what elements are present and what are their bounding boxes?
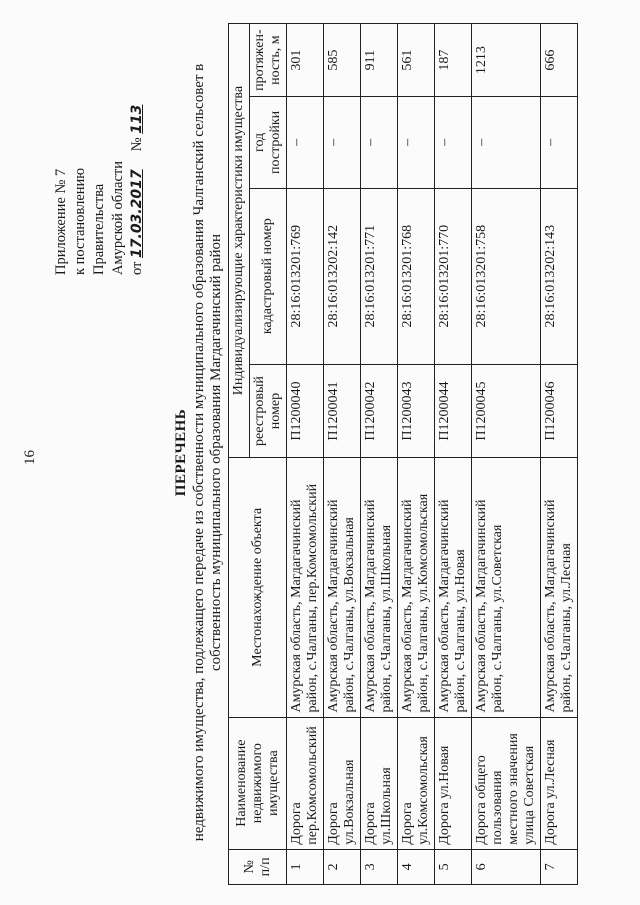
cell-cadastral: 28:16:013201:758 [472,188,541,364]
cell-length: 1213 [472,24,541,97]
header-registry: реестровый номер [250,364,287,457]
cell-length: 187 [435,24,472,97]
appendix-line-3: Амурской области [110,161,126,275]
header-length: протяжен-ность, м [250,24,287,97]
cell-name: Дорога пер.Комсомольский [287,717,324,849]
document-subtitle-line-2: собственность муниципального образования Магдагачинский район [208,233,224,672]
table-row [435,24,472,885]
number-prefix: № [129,137,145,152]
cell-name: Дорога ул.Новая [435,717,472,849]
cell-location: Амурская область, Магдагачинский район, с.Чалганы, ул.Вокзальная [324,458,361,717]
cell-location: Амурская область, Магдагачинский район, с.Чалганы, ул.Новая [435,458,472,717]
cell-year: – [541,97,578,188]
cell-length: 301 [287,24,324,97]
cell-registry: П1200040 [287,364,324,457]
cell-registry: П1200046 [541,364,578,457]
cell-num: 5 [435,849,472,884]
cell-name: Дорога ул.Лесная [541,717,578,849]
cell-location: Амурская область, Магдагачинский район, с.Чалганы, ул.Комсомольская [398,458,435,717]
table-header-row [229,24,250,885]
cell-name: Дорога ул.Школьная [361,717,398,849]
document-subtitle-line-1: недвижимого имущества, подлежащего передаче из собственности муниципального образования Чалганский сельсовет в [191,63,207,842]
appendix-line-1: Приложение № 7 [53,168,69,275]
cell-cadastral: 28:16:013202:142 [324,188,361,364]
appendix-block [52,75,147,275]
cell-year: – [287,97,324,188]
header-location: Местонахождение объекта [229,458,287,717]
cell-num: 7 [541,849,578,884]
property-table [228,23,578,885]
handwritten-number: 113 [129,104,145,134]
document-title: ПЕРЕЧЕНЬ [173,408,189,497]
header-cadastral: кадастровый номер [250,188,287,364]
cell-registry: П1200043 [398,364,435,457]
table-row [324,24,361,885]
cell-num: 3 [361,849,398,884]
cell-location: Амурская область, Магдагачинский район, с.Чалганы, ул.Советская [472,458,541,717]
cell-length: 585 [324,24,361,97]
cell-cadastral: 28:16:013201:771 [361,188,398,364]
header-name: Наименование недвижимого имущества [229,717,287,849]
cell-registry: П1200045 [472,364,541,457]
appendix-date-line [128,75,147,275]
cell-length: 911 [361,24,398,97]
cell-year: – [472,97,541,188]
cell-cadastral: 28:16:013201:768 [398,188,435,364]
cell-length: 561 [398,24,435,97]
header-characteristics-group: Индивидуализирующие характеристики имущества [229,24,250,458]
handwritten-date: 17.03.2017 [129,169,145,258]
appendix-line-2: к постановлению Правительства [72,167,107,275]
cell-num: 6 [472,849,541,884]
date-prefix: от [129,261,145,275]
header-num: № п/п [229,849,287,884]
cell-num: 1 [287,849,324,884]
cell-cadastral: 28:16:013201:769 [287,188,324,364]
cell-name: Дорога общего пользования местного значения улица Советская [472,717,541,849]
table-row [472,24,541,885]
cell-name: Дорога ул.Вокзальная [324,717,361,849]
table-row [541,24,578,885]
cell-cadastral: 28:16:013202:143 [541,188,578,364]
cell-year: – [435,97,472,188]
cell-year: – [324,97,361,188]
page-number: 16 [22,450,38,465]
cell-cadastral: 28:16:013201:770 [435,188,472,364]
cell-name: Дорога ул.Комсомольская [398,717,435,849]
cell-year: – [361,97,398,188]
cell-location: Амурская область, Магдагачинский район, с.Чалганы, ул.Лесная [541,458,578,717]
cell-registry: П1200041 [324,364,361,457]
cell-num: 2 [324,849,361,884]
table-row [398,24,435,885]
cell-year: – [398,97,435,188]
cell-location: Амурская область, Магдагачинский район, с.Чалганы, ул.Школьная [361,458,398,717]
table-row [287,24,324,885]
cell-length: 666 [541,24,578,97]
cell-registry: П1200042 [361,364,398,457]
table-row [361,24,398,885]
cell-registry: П1200044 [435,364,472,457]
cell-location: Амурская область, Магдагачинский район, с.Чалганы, пер.Комсомольский [287,458,324,717]
header-year: год постройки [250,97,287,188]
cell-num: 4 [398,849,435,884]
